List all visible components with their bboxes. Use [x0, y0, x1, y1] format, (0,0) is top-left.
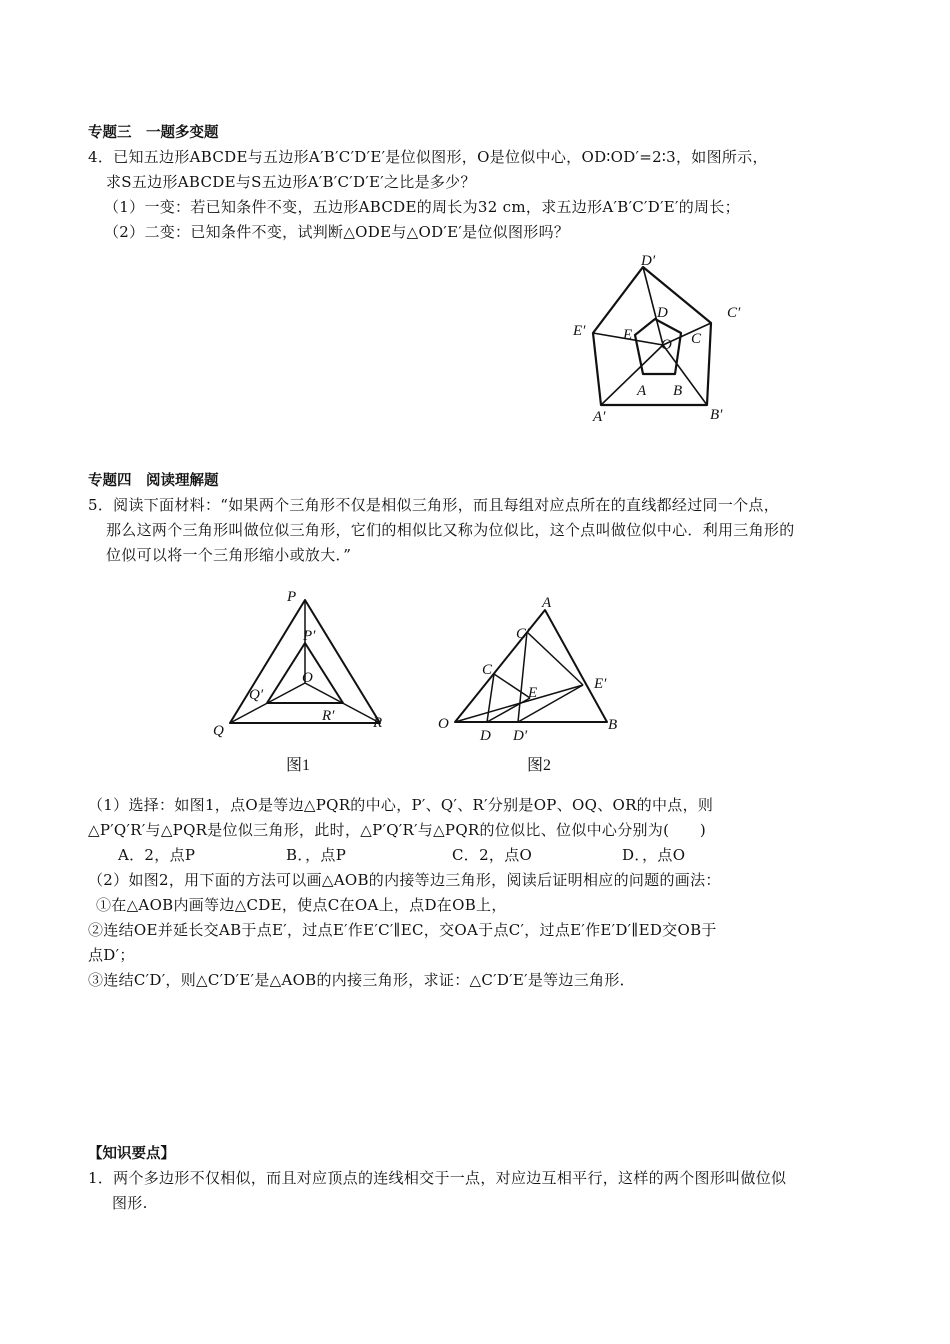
- label-c-prime: C′: [727, 305, 741, 321]
- part2-step3: ③连结C′D′，则△C′D′E′是△AOB的内接三角形，求证：△C′D′E′是等边三角形．: [88, 971, 635, 989]
- triangle-aob: [455, 610, 607, 722]
- segment-c-prime-d-prime: [518, 632, 527, 722]
- q5-line1: 5．阅读下面材料：“如果两个三角形不仅是相似三角形，而且每组对应点所在的直线都经过同一个点，: [88, 496, 780, 514]
- label-c: C: [691, 331, 702, 347]
- part2-line1: （2）如图2，用下面的方法可以画△AOB的内接等边三角形，阅读后证明相应的问题的画法：: [88, 871, 721, 889]
- segment-ce: [494, 674, 530, 698]
- pentagon-figure: [565, 245, 765, 430]
- figure1: [205, 585, 405, 745]
- part1-line2: △P′Q′R′与△PQR是位似三角形，此时，△P′Q′R′与△PQR的位似比、位似中心分别为( ): [88, 821, 707, 839]
- option-d: D．，点O: [622, 846, 686, 864]
- label-d: D: [657, 305, 668, 321]
- q4-line2: 求S五边形ABCDE与S五边形A′B′C′D′E′之比是多少？: [106, 173, 476, 191]
- label-a-prime: A′: [593, 409, 606, 425]
- label-d-prime: D′: [641, 253, 656, 269]
- part1-line1: （1）选择：如图1，点O是等边△PQR的中心，P′、Q′、R′分别是OP、OQ、OR的中点，则: [88, 796, 714, 814]
- fig1-label-r: R: [373, 715, 383, 731]
- fig2-label-b: B: [608, 717, 618, 733]
- fig1-label-r-prime: R′: [322, 708, 335, 724]
- figure2: [430, 585, 640, 745]
- fig1-label-p-prime: P′: [303, 628, 316, 644]
- part2-step2-line1: ②连结OE并延长交AB于点E′，过点E′作E′C′∥EC，交OA于点C′，过点E′作E′D′∥ED交OB于: [88, 921, 717, 939]
- q4-sub1: （1）一变：若已知条件不变，五边形ABCDE的周长为32 cm，求五边形A′B′C′D′E′的周长；: [104, 198, 740, 216]
- option-c: C．2，点O: [452, 846, 533, 864]
- topic3-heading: 专题三 一题多变题: [88, 125, 219, 141]
- fig2-label-o: O: [438, 716, 449, 732]
- q5-line2: 那么这两个三角形叫做位似三角形，它们的相似比又称为位似比，这个点叫做位似中心．利用三角形的: [106, 521, 795, 539]
- label-b: B: [673, 383, 683, 399]
- knowledge-item1-line2: 图形.: [112, 1194, 148, 1212]
- fig1-caption: 图1: [286, 757, 311, 774]
- fig1-label-p: P: [287, 589, 297, 605]
- q4-line1: 4．已知五边形ABCDE与五边形A′B′C′D′E′是位似图形，O是位似中心，OD∶OD′=2∶3，如图所示，: [88, 148, 768, 166]
- option-b: B．，点P: [286, 846, 347, 864]
- fig2-label-d-prime: D′: [513, 728, 528, 744]
- fig2-label-e-prime: E′: [594, 676, 607, 692]
- label-e-prime: E′: [573, 323, 586, 339]
- label-o: O: [661, 337, 672, 353]
- fig1-label-o: O: [302, 670, 313, 686]
- option-a: A．2，点P: [118, 846, 196, 864]
- q5-line3: 位似可以将一个三角形缩小或放大．”: [106, 546, 352, 564]
- part2-step1: ①在△AOB内画等边△CDE，使点C在OA上，点D在OB上，: [96, 896, 507, 914]
- fig2-label-c: C: [482, 662, 493, 678]
- fig2-label-e: E: [528, 685, 538, 701]
- label-a: A: [637, 383, 647, 399]
- fig1-label-q: Q: [213, 723, 224, 739]
- fig2-label-c-prime: C′: [516, 626, 530, 642]
- fig2-caption: 图2: [527, 757, 552, 774]
- fig2-label-a: A: [542, 595, 552, 611]
- knowledge-item1-line1: 1．两个多边形不仅相似，而且对应顶点的连线相交于一点，对应边互相平行，这样的两个图形叫做位似: [88, 1169, 787, 1187]
- fig1-label-q-prime: Q′: [249, 687, 264, 703]
- fig2-label-d: D: [480, 728, 491, 744]
- segment-c-prime-e-prime: [527, 632, 583, 685]
- label-b-prime: B′: [710, 407, 723, 423]
- topic4-heading: 专题四 阅读理解题: [88, 473, 219, 489]
- part2-step2-line2: 点D′；: [88, 946, 135, 964]
- label-e: E: [623, 327, 633, 343]
- q4-sub2: （2）二变：已知条件不变，试判断△ODE与△OD′E′是位似图形吗？: [104, 223, 570, 241]
- knowledge-heading: 【知识要点】: [88, 1146, 175, 1162]
